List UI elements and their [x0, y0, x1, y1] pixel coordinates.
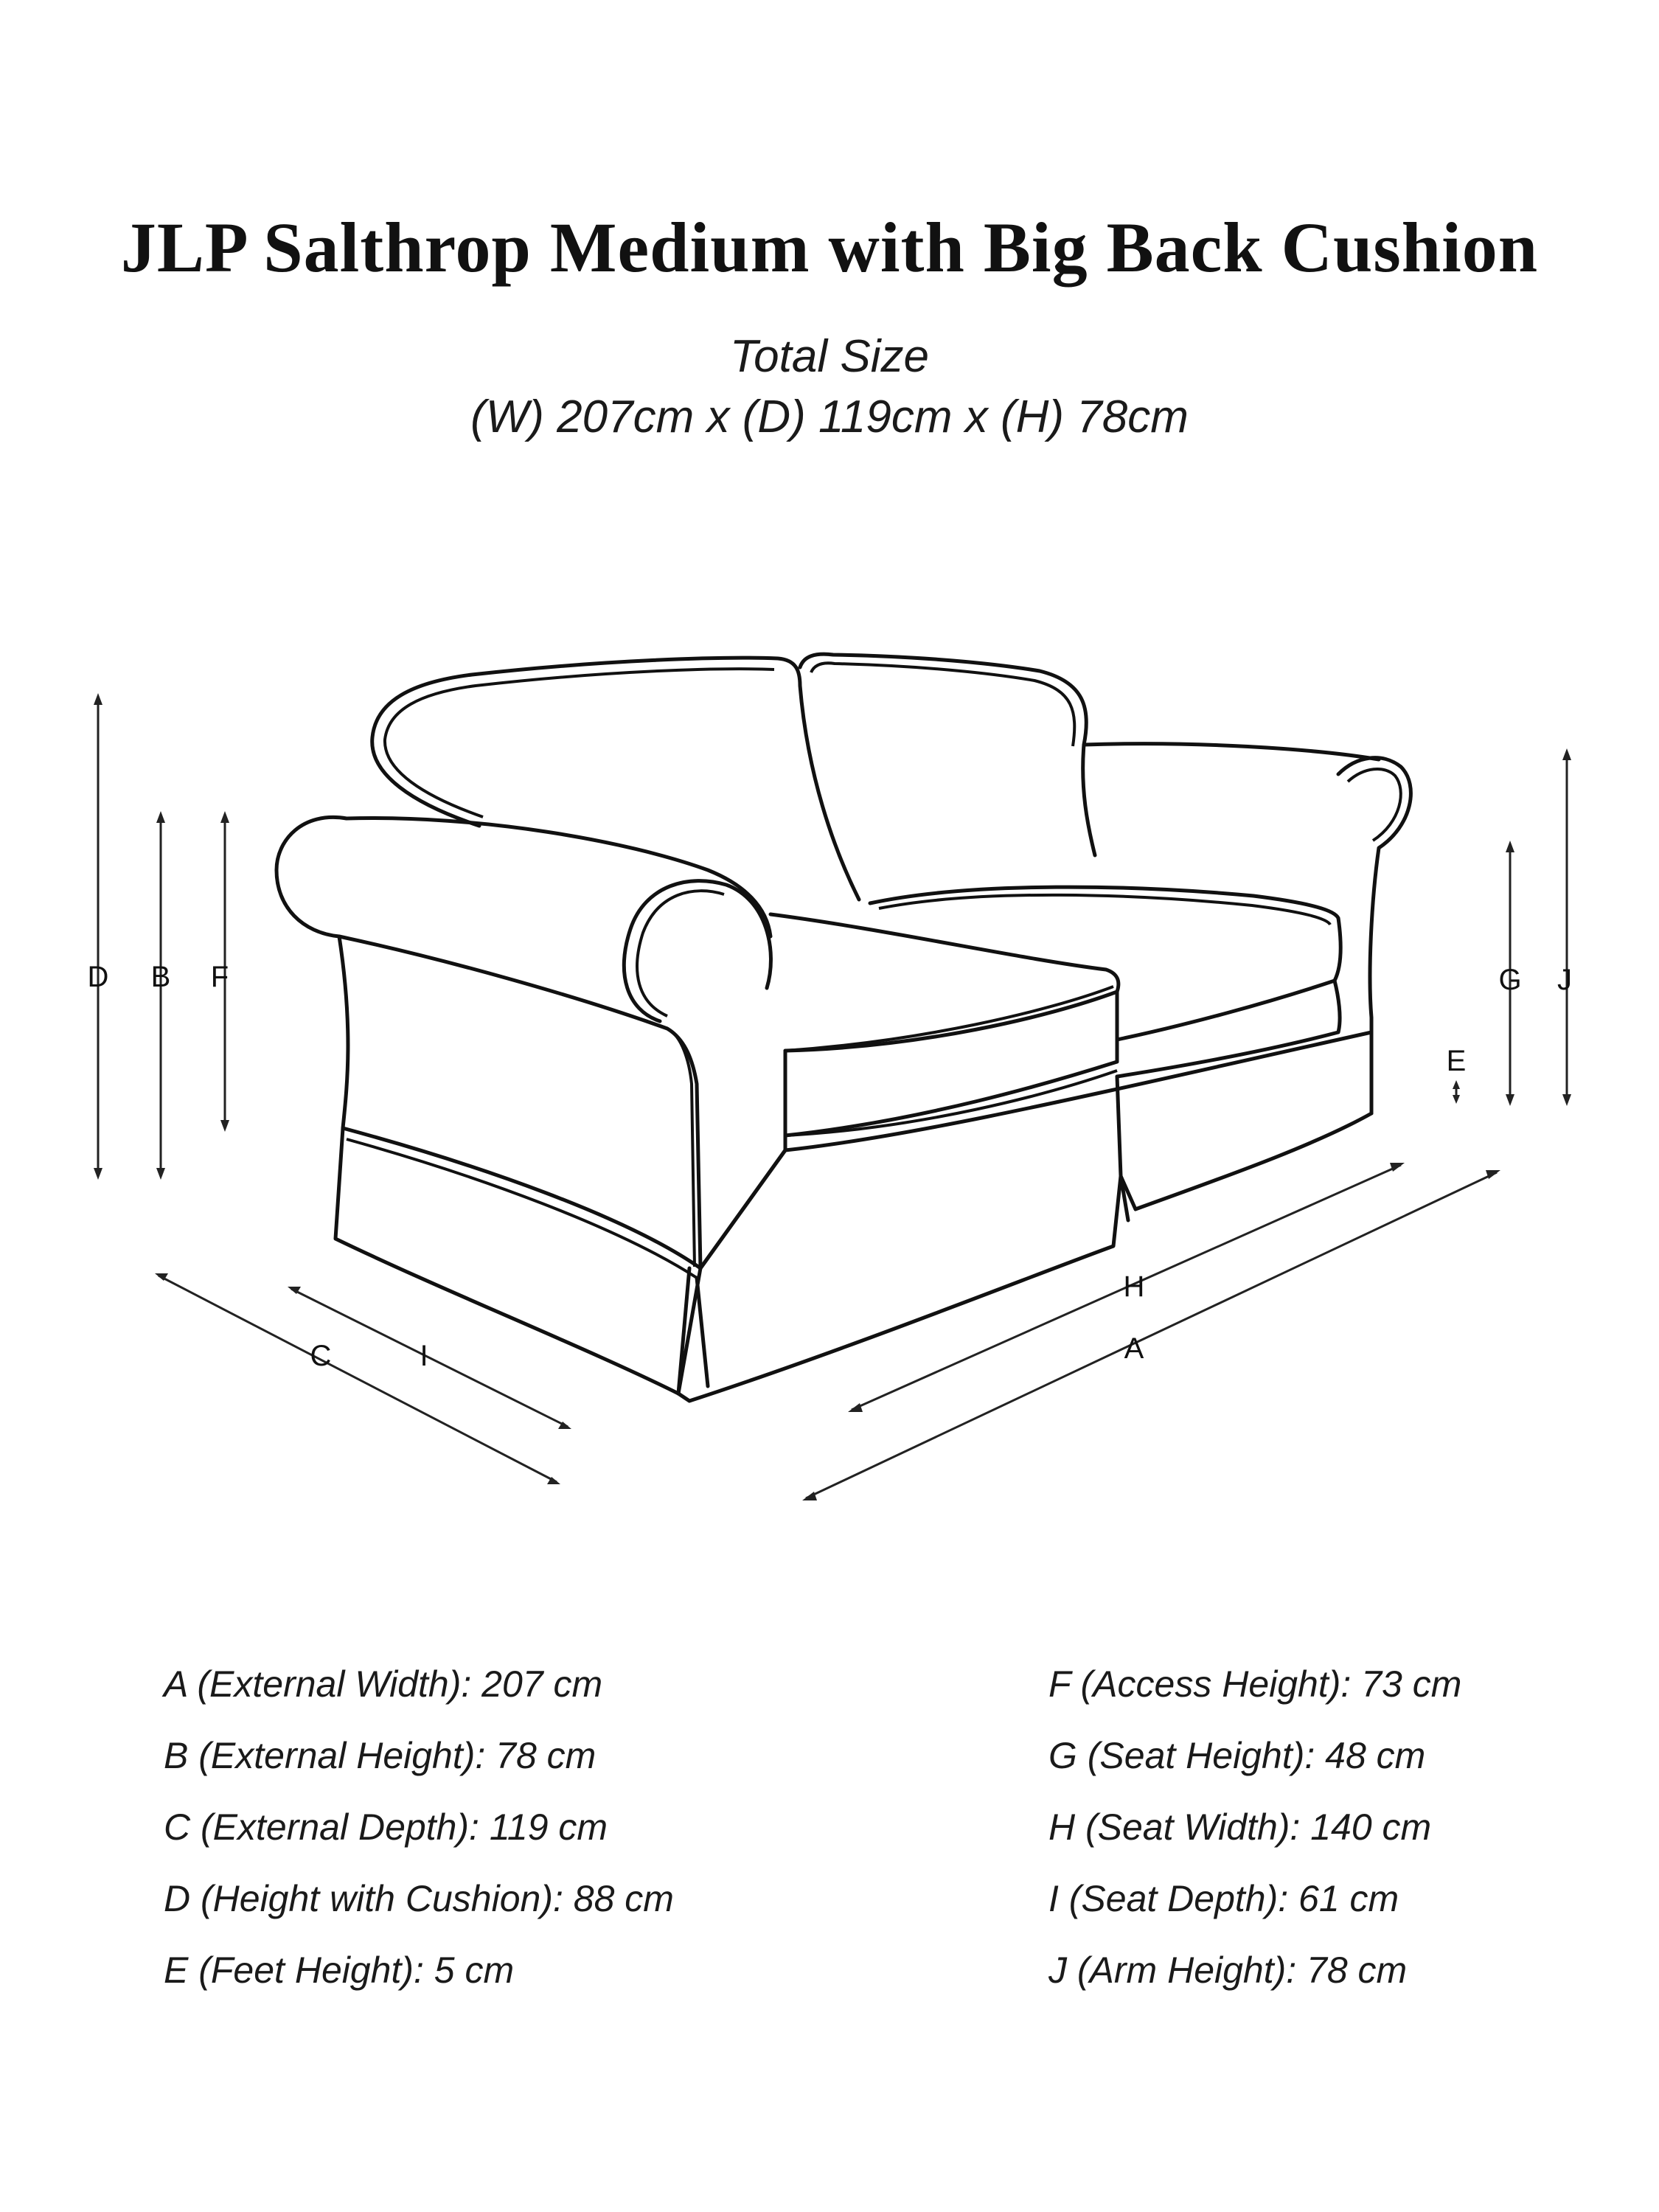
- skirt: [343, 1128, 785, 1268]
- label-d: D: [87, 961, 109, 993]
- back-cushion-left: [372, 658, 859, 900]
- label-a: A: [1124, 1332, 1144, 1365]
- label-h: H: [1123, 1270, 1145, 1303]
- seat-cushion-right: [870, 887, 1340, 1040]
- spec-f: F (Access Height): 73 cm: [1048, 1663, 1462, 1705]
- spec-d: D (Height with Cushion): 88 cm: [164, 1878, 674, 1919]
- label-c: C: [310, 1340, 332, 1372]
- spec-c: C (External Depth): 119 cm: [164, 1806, 608, 1848]
- right-arm: [1338, 758, 1411, 1113]
- spec-e: E (Feet Height): 5 cm: [164, 1950, 515, 1991]
- spec-a: A (External Width): 207 cm: [164, 1663, 603, 1705]
- spec-g: G (Seat Height): 48 cm: [1048, 1735, 1426, 1776]
- label-f: F: [210, 961, 229, 993]
- front-rail: [785, 1032, 1371, 1150]
- total-size-value: (W) 207cm x (D) 119cm x (H) 78cm: [470, 392, 1189, 442]
- dimension-lines: [88, 693, 1572, 1500]
- spec-b: B (External Height): 78 cm: [164, 1735, 597, 1776]
- label-j: J: [1557, 964, 1572, 996]
- back-cushion-right: [800, 654, 1095, 855]
- label-i: I: [420, 1340, 428, 1372]
- left-arm: [276, 817, 348, 1128]
- label-b: B: [150, 961, 171, 993]
- label-e: E: [1446, 1045, 1467, 1077]
- back-frame: [1084, 744, 1379, 759]
- sofa-drawing: [276, 654, 1411, 1401]
- spec-i: I (Seat Depth): 61 cm: [1048, 1878, 1399, 1919]
- total-size-label: Total Size: [730, 331, 929, 382]
- page-title: JLP Salthrop Medium with Big Back Cushion: [120, 208, 1539, 287]
- label-g: G: [1498, 964, 1522, 996]
- spec-j: J (Arm Height): 78 cm: [1048, 1950, 1408, 1991]
- spec-h: H (Seat Width): 140 cm: [1048, 1806, 1432, 1848]
